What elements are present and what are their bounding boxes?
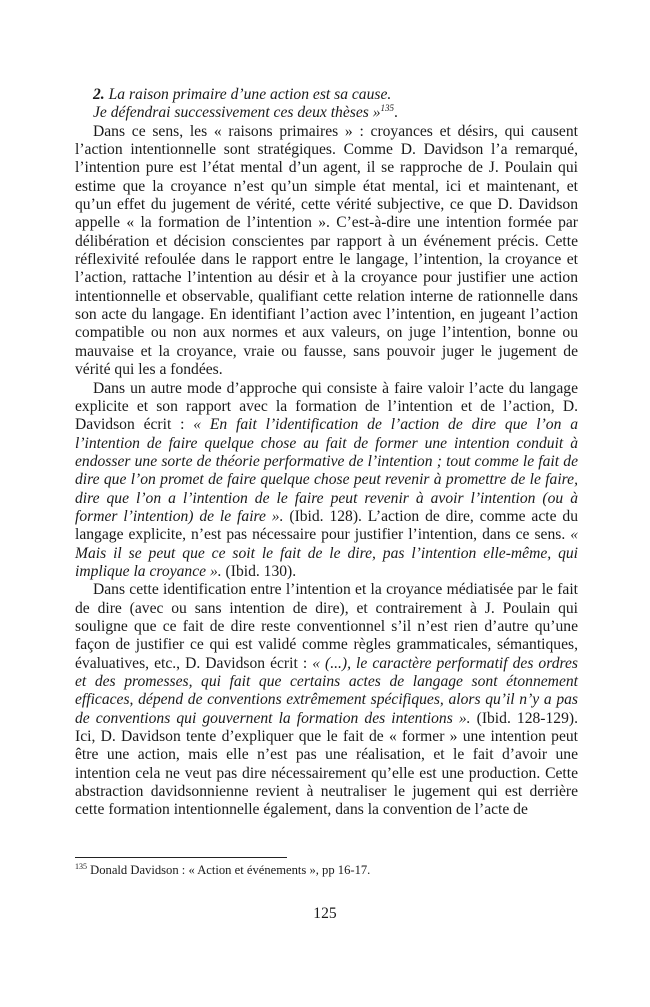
paragraph-2-intro: Dans un autre mode d’approche qui consiste à faire valoir l’acte du langage explicite et son rapport avec la formation de l’intention et de l’action, D. Davidson écrit : xyxy=(75,379,578,434)
page-number: 125 xyxy=(313,905,337,922)
paragraph-1: Dans ce sens, les « raisons primaires » : croyances et désirs, qui causent l’action intentionnelle sont stratégiques. Comme D. Davidson l’a remarqué, l’intention pure est l’état mental d’un agent, il se rapproche de J. Poulain qui estime que la croyance n’est qu’un simple état mental, ici et maintenant, et qu’un effet du jugement de vérité, cette vérité subjective, ce que D. Davidson appelle « la formation de l’intention ». C’est-à-dire une intention formée par délibération et décision conscientes par rapport à un événement précis. Cette réflexivité refoulée dans le rapport entre le langage, l’intention, la croyance et l’action, rattache l’intention au désir et à la croyance pour justifier une action intentionnelle et observable, qualifiant cette relation interne de rationnelle dans son acte du langage. En identifiant l’action avec l’intention, en jugeant l’action compatible ou non aux normes et aux valeurs, on juge l’intention, bonne ou mauvaise et la croyance, vraie ou fausse, sans pouvoir juger le jugement de vérité qui les a fondées. xyxy=(75,122,578,379)
thesis-text: La raison primaire d’une action est sa cause. xyxy=(104,86,392,103)
thesis-close-text: Je défendrai successivement ces deux thèses » xyxy=(93,104,381,122)
thesis-number: 2. xyxy=(93,86,105,103)
quote-2: « Mais il se peut que ce soit le fait de le dire, pas l’intention elle-même, qui implique la croyance ». xyxy=(75,526,578,580)
quote-3: « (...), le caractère performatif des ordres et des promesses, qui fait que certains actes de langage sont étonnement efficaces, dépend de conventions extrêmement spécifiques, alors qu’il n’y a pas de conventions qui gouvernent la formation des intentions ». xyxy=(75,654,578,727)
paragraph-3 xyxy=(75,581,578,819)
thesis-line xyxy=(75,86,578,104)
footnote xyxy=(75,863,578,878)
footnote-ref[interactable]: 135 xyxy=(380,103,395,114)
paragraph-3-intro: Dans cette identification entre l’intention et la croyance médiatisée par le fait de dire (avec ou sans intention de dire), et contrairement à J. Poulain qui souligne que ce fait de dire reste conventionnel s’il n’est rien d’autre qu’une façon de justifier ce qui est validé comme règles grammaticales, sémantiques, évaluatives, etc., D. Davidson écrit : xyxy=(75,581,578,672)
footnote-text: Donald Davidson : « Action et événements », pp 16-17. xyxy=(87,863,371,877)
footnote-number: 135 xyxy=(75,862,87,871)
paragraph-3-end: (Ibid. 128-129). Ici, D. Davidson tente d’expliquer que le fait de « former » une intention peut être une action, mais elle n’est pas une réalisation, et le fait d’avoir une intention cela ne veut pas dire nécessairement qu’elle est une production. Cette abstraction davidsonnienne revient à neutraliser le jugement qui est derrière cette formation intentionnelle également, dans la convention de l’acte de xyxy=(75,709,578,819)
paragraph-2-mid: (Ibid. 128). L’action de dire, comme acte du langage explicite, n’est pas nécessaire pour justifier l’intention, dans ce sens. xyxy=(75,507,578,544)
quote-1: « En fait l’identification de l’action de dire que l’on a l’intention de faire quelque chose au fait de former une intention conduit à endosser une sorte de théorie performative de l’intention ; tout comme le fait de dire que l’on promet de faire quelque chose peut revenir à promettre de le faire, dire que l’on a l’intention de le faire peut revenir à avoir l’intention (ou à former l’intention) de le faire ». xyxy=(75,416,578,525)
paragraph-2-end: (Ibid. 130). xyxy=(221,562,297,580)
paragraph-2 xyxy=(75,380,578,582)
thesis-close xyxy=(75,104,578,122)
thesis-close-period: . xyxy=(394,104,398,122)
page-body xyxy=(75,86,578,820)
footnote-divider xyxy=(75,857,287,858)
